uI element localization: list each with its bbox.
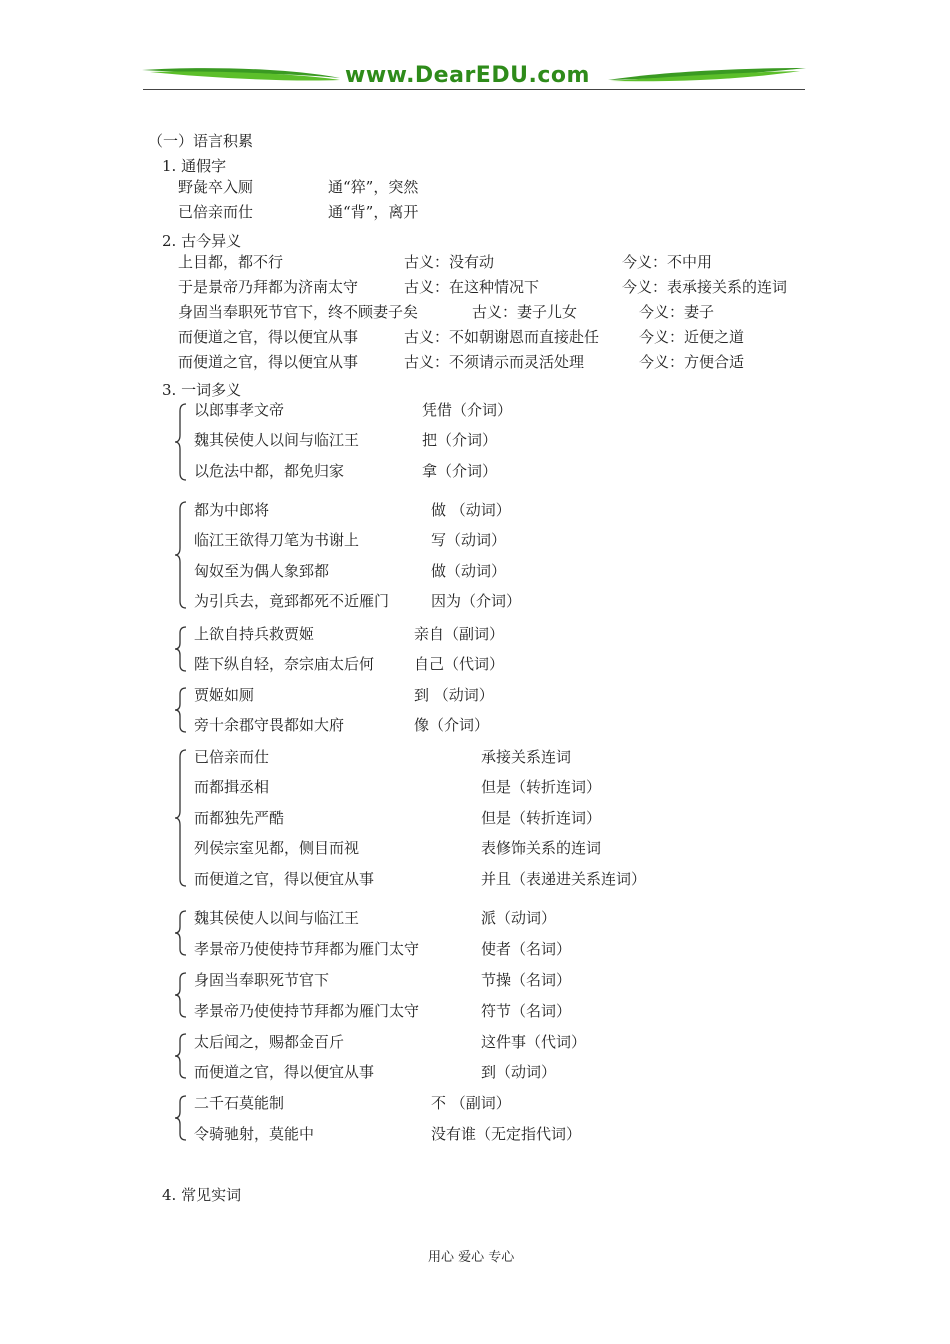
s2-new-meaning: 今义：近便之道 [639, 328, 745, 346]
polysemy-meaning: 拿（介词） [422, 462, 498, 480]
polysemy-sentence: 孝景帝乃使使持节拜都为雁门太守 [194, 1002, 420, 1020]
polysemy-sentence: 而便道之官，得以便宜从事 [194, 1063, 375, 1081]
s2-old-meaning: 古义：在这种情况下 [404, 278, 540, 296]
polysemy-sentence: 令骑驰射，莫能中 [194, 1125, 315, 1143]
brace-icon [174, 1095, 188, 1141]
polysemy-meaning: 不 （副词） [431, 1094, 511, 1112]
s2-new-meaning: 今义：不中用 [622, 253, 713, 271]
polysemy-sentence: 而都独先严酷 [194, 809, 285, 827]
polysemy-meaning: 符节（名词） [481, 1002, 572, 1020]
brace-icon [174, 626, 188, 672]
polysemy-sentence: 临江王欲得刀笔为书谢上 [194, 531, 360, 549]
polysemy-meaning: 因为（介词） [431, 592, 522, 610]
s2-sentence: 而便道之官，得以便宜从事 [178, 328, 359, 346]
polysemy-meaning: 但是（转折连词） [481, 778, 602, 796]
polysemy-meaning: 凭借（介词） [422, 401, 513, 419]
header-divider [143, 89, 805, 90]
polysemy-meaning: 做 （动词） [431, 501, 511, 519]
brace-icon [174, 972, 188, 1018]
polysemy-sentence: 身固当奉职死节官下 [194, 971, 330, 989]
polysemy-meaning: 并且（表递进关系连词） [481, 870, 647, 888]
polysemy-sentence: 上欲自持兵救贾姬 [194, 625, 315, 643]
polysemy-meaning: 派（动词） [481, 909, 557, 927]
polysemy-sentence: 以危法中都，都免归家 [194, 462, 345, 480]
s2-new-meaning: 今义：妻子 [639, 303, 715, 321]
s2-new-meaning: 今义：方便合适 [639, 353, 745, 371]
polysemy-sentence: 而都揖丞相 [194, 778, 270, 796]
s2-sentence: 身固当奉职死节官下，终不顾妻子矣 [178, 303, 419, 321]
polysemy-sentence: 太后闻之，赐都金百斤 [194, 1033, 345, 1051]
polysemy-sentence: 为引兵去，竟郅都死不近雁门 [194, 592, 390, 610]
polysemy-meaning: 到 （动词） [414, 686, 494, 704]
polysemy-sentence: 陛下纵自轻，奈宗庙太后何 [194, 655, 375, 673]
s1-meaning: 通“背”，离开 [328, 203, 419, 221]
polysemy-sentence: 列侯宗室见都，侧目而视 [194, 839, 360, 857]
polysemy-meaning: 到（动词） [481, 1063, 557, 1081]
brace-icon [174, 910, 188, 956]
polysemy-sentence: 都为中郎将 [194, 501, 270, 519]
s2-old-meaning: 古义：妻子儿女 [472, 303, 578, 321]
polysemy-sentence: 匈奴至为偶人象郅都 [194, 562, 330, 580]
s4-title: 4. 常见实词 [162, 1186, 242, 1204]
polysemy-meaning: 亲自（副词） [414, 625, 505, 643]
polysemy-meaning: 写（动词） [431, 531, 507, 549]
polysemy-sentence: 而便道之官，得以便宜从事 [194, 870, 375, 888]
brace-icon [174, 501, 188, 609]
polysemy-meaning: 但是（转折连词） [481, 809, 602, 827]
polysemy-meaning: 承接关系连词 [481, 748, 572, 766]
polysemy-sentence: 旁十余郡守畏都如大府 [194, 716, 345, 734]
section-title: （一）语言积累 [148, 132, 254, 150]
polysemy-meaning: 节操（名词） [481, 971, 572, 989]
polysemy-meaning: 没有谁（无定指代词） [431, 1125, 582, 1143]
s1-meaning: 通“猝”，突然 [328, 178, 419, 196]
brace-icon [174, 749, 188, 887]
s2-old-meaning: 古义：不须请示而灵活处理 [404, 353, 585, 371]
polysemy-meaning: 使者（名词） [481, 940, 572, 958]
s2-title: 2. 古今异义 [162, 232, 242, 250]
polysemy-sentence: 二千石莫能制 [194, 1094, 285, 1112]
s2-sentence: 于是景帝乃拜都为济南太守 [178, 278, 359, 296]
polysemy-sentence: 贾姬如厕 [194, 686, 255, 704]
polysemy-meaning: 做（动词） [431, 562, 507, 580]
polysemy-meaning: 把（介词） [422, 431, 498, 449]
s1-sentence: 野彘卒入厕 [178, 178, 254, 196]
brace-icon [174, 403, 188, 481]
polysemy-sentence: 魏其侯使人以间与临江王 [194, 909, 360, 927]
brace-icon [174, 1033, 188, 1079]
polysemy-sentence: 孝景帝乃使使持节拜都为雁门太守 [194, 940, 420, 958]
polysemy-sentence: 已倍亲而仕 [194, 748, 270, 766]
site-logo[interactable]: www.DearEDU.com [345, 63, 590, 88]
polysemy-sentence: 魏其侯使人以间与临江王 [194, 431, 360, 449]
s2-sentence: 而便道之官，得以便宜从事 [178, 353, 359, 371]
s2-sentence: 上目都，都不行 [178, 253, 284, 271]
polysemy-meaning: 自己（代词） [414, 655, 505, 673]
s1-sentence: 已倍亲而仕 [178, 203, 254, 221]
s2-old-meaning: 古义：没有动 [404, 253, 495, 271]
polysemy-sentence: 以郎事孝文帝 [194, 401, 285, 419]
s2-new-meaning: 今义：表承接关系的连词 [622, 278, 788, 296]
polysemy-meaning: 这件事（代词） [481, 1033, 587, 1051]
s3-title: 3. 一词多义 [162, 381, 242, 399]
s2-old-meaning: 古义：不如朝谢恩而直接赴任 [404, 328, 600, 346]
polysemy-meaning: 表修饰关系的连词 [481, 839, 602, 857]
brace-icon [174, 687, 188, 733]
page-footer: 用心 爱心 专心 [428, 1250, 515, 1265]
s1-title: 1. 通假字 [162, 157, 227, 175]
polysemy-meaning: 像（介词） [414, 716, 490, 734]
